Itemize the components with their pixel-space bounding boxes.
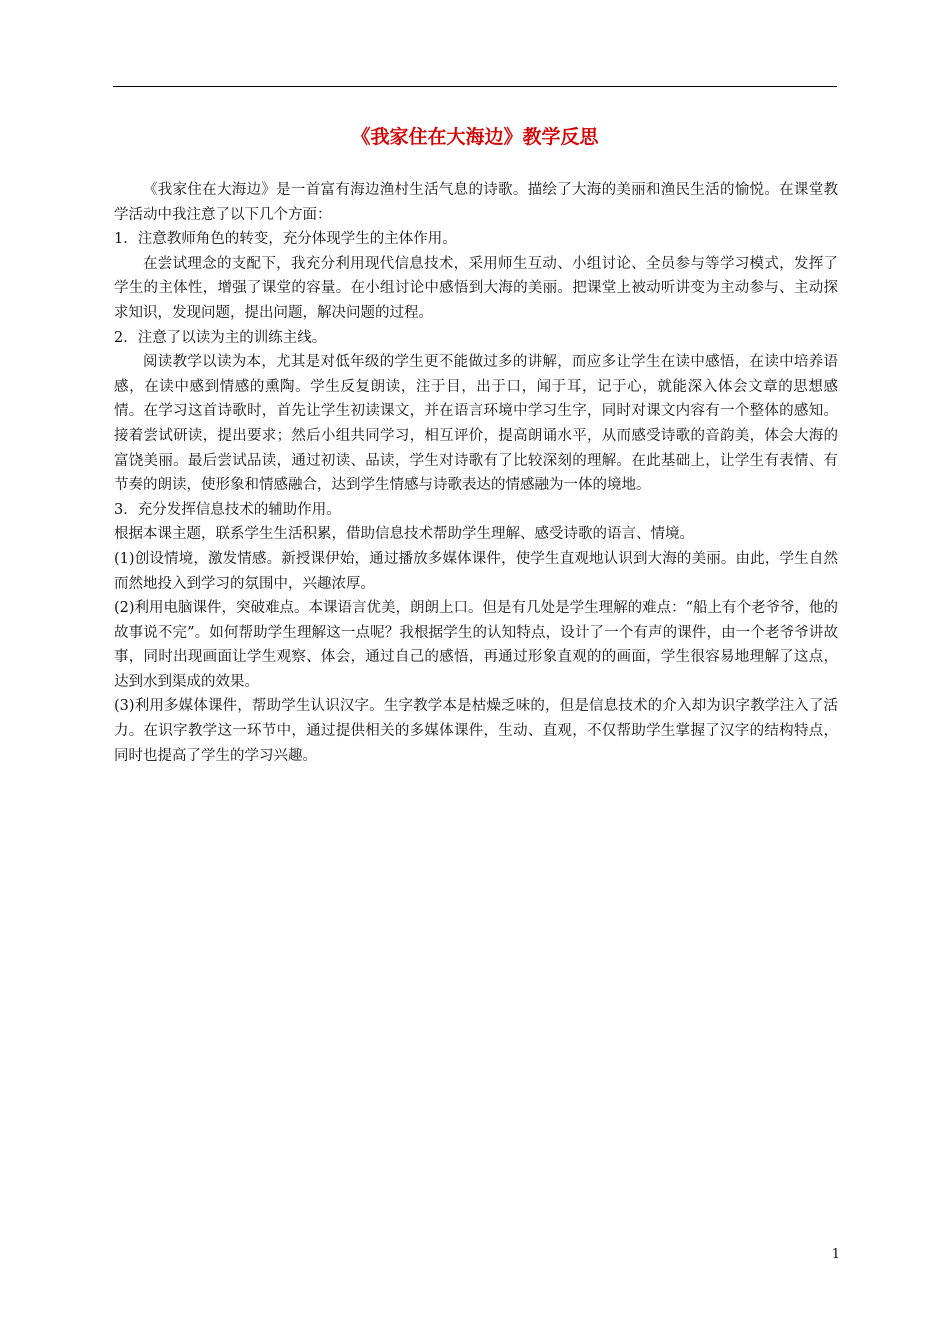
paragraph-heading-2: 2．注意了以读为主的训练主线。: [114, 329, 327, 346]
paragraph-heading-1: 1．注意教师角色的转变，充分体现学生的主体作用。: [114, 231, 457, 248]
paragraph-body-2: 阅读教学以读为本，尤其是对低年级的学生更不能做过多的讲解，而应多让学生在读中感悟，在读中培养语感，在读中感到情感的熏陶。学生反复朗读，注于目，出于口，闻于耳，记于心，就能深入体会文章的思想感情。在学习这首诗歌时，首先让学生初读课文，并在语言环境中学习生字，同时对课文内容有一个整体的感知。接着尝试研读，提出要求；然后小组共同学习，相互评价，提高朗诵水平，从而感受诗歌的音韵美，体会大海的富饶美丽。最后尝试品读，通过初读、品读，学生对诗歌有了比较深刻的理解。在此基础上，让学生有表情、有节奏的朗读，使形象和情感融合，达到学生情感与诗歌表达的情感融为一体的境地。: [114, 354, 838, 494]
paragraph-body-1: 在尝试理念的支配下，我充分利用现代信息技术，采用师生互动、小组讨论、全员参与等学习模式，发挥了学生的主体性，增强了课堂的容量。在小组讨论中感悟到大海的美丽。把课堂上被动听讲变为主动参与、主动探求知识，发现问题，提出问题，解决问题的过程。: [114, 255, 838, 321]
header-rule: [113, 86, 837, 87]
document-title: 《我家住在大海边》教学反思: [351, 126, 599, 148]
paragraph-point-3: (3)利用多媒体课件，帮助学生认识汉字。生字教学本是枯燥乏味的，但是信息技术的介入却为识字教学注入了活力。在识字教学这一环节中，通过提供相关的多媒体课件，生动、直观，不仅帮助学生掌握了汉字的结构特点，同时也提高了学生的学习兴趣。: [114, 698, 838, 764]
paragraph-intro: 《我家住在大海边》是一首富有海边渔村生活气息的诗歌。描绘了大海的美丽和渔民生活的愉悦。在课堂教学活动中我注意了以下几个方面：: [114, 182, 838, 223]
paragraph-point-2: (2)利用电脑课件，突破难点。本课语言优美，朗朗上口。但是有几处是学生理解的难点：“船上有个老爷爷，他的故事说不完”。如何帮助学生理解这一点呢？我根据学生的认知特点，设计了一个有声的课件，由一个老爷爷讲故事，同时出现画面让学生观察、体会，通过自己的感悟，再通过形象直观的的画面，学生很容易地理解了这点，达到水到渠成的效果。: [114, 600, 838, 690]
paragraph-body-3: 根据本课主题，联系学生生活积累，借助信息技术帮助学生理解、感受诗歌的语言、情境。: [114, 526, 694, 543]
paragraph-point-1: (1)创设情境，激发情感。新授课伊始，通过播放多媒体课件，使学生直观地认识到大海的美丽。由此，学生自然而然地投入到学习的氛围中，兴趣浓厚。: [114, 550, 838, 592]
paragraph-heading-3: 3．充分发挥信息技术的辅助作用。: [114, 501, 341, 518]
page-number: 1: [831, 1247, 840, 1262]
document-body: [114, 178, 838, 768]
